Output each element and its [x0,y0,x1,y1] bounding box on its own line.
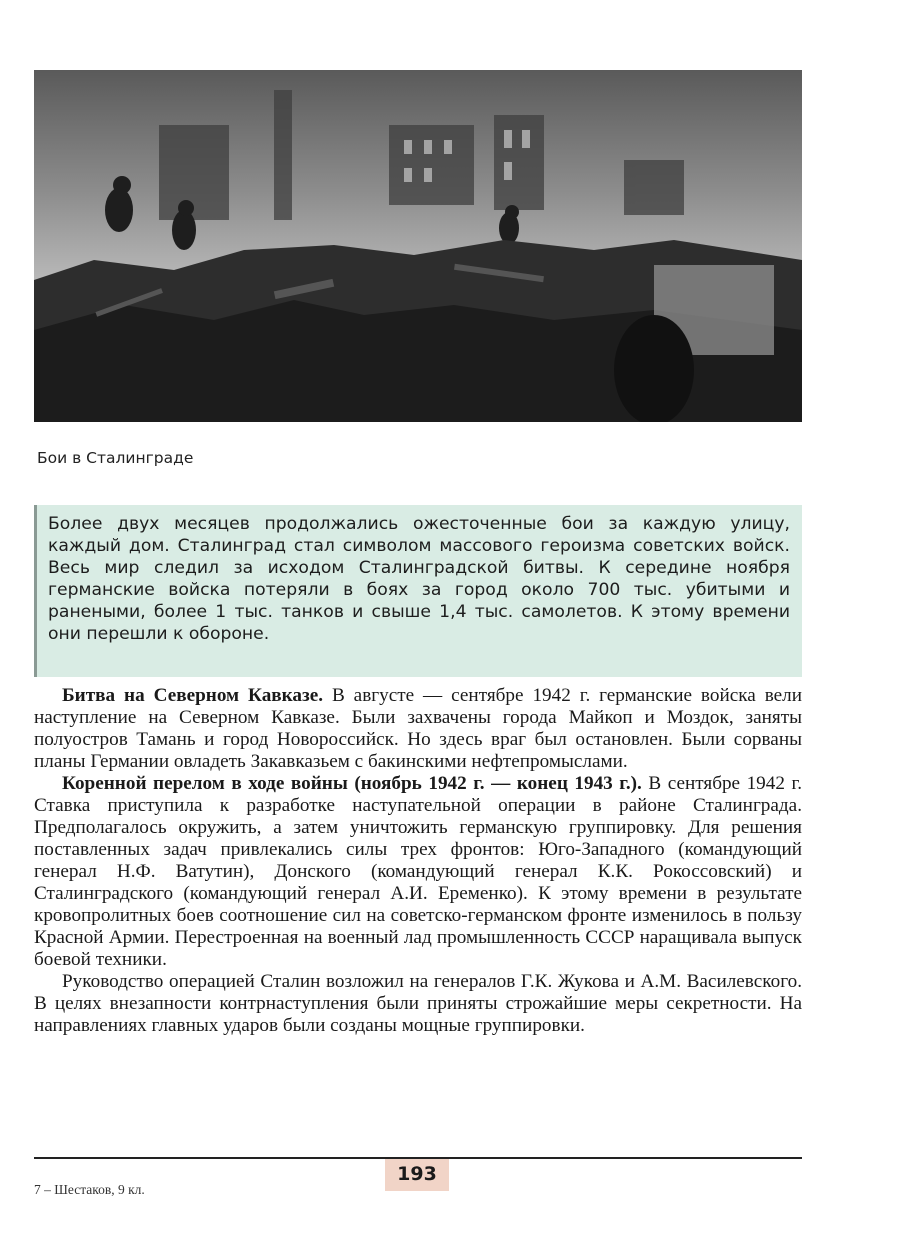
photo-icon [34,70,802,422]
paragraph-text: В сентябре 1942 г. Ставка приступила к разработке наступательной операции в районе Сталинграда. Предполагалось окружить, а затем уничтожить германскую группировку. Для решения поставленных задач привлекались силы трех фронтов: Юго-Западного (командующий генерал Н.Ф. Ватутин), Донского (командующий генерал К.К. Рокоссовский) и Сталинградского (командующий генерал А.И. Еременко). К этому времени в результате кровопролитных боев соотношение сил на советско-германском фронте изменилось в пользу Красной Армии. Перестроенная на военный лад промышленность СССР наращивала выпуск боевой техники. [34,773,802,970]
paragraph [34,773,802,971]
footnote: 7 – Шестаков, 9 кл. [34,1182,145,1197]
paragraph [34,685,802,773]
paragraph-text: Руководство операцией Сталин возложил на генералов Г.К. Жукова и А.М. Василевского. В целях внезапности контрнаступления были приняты строжайшие меры секретности. На направлениях главных ударов были созданы мощные группировки. [34,971,802,1036]
page-number: 193 [385,1159,449,1191]
paragraph [34,971,802,1037]
paragraph-text: В августе — сентябре 1942 г. германские войска вели наступление на Северном Кавказе. Были захвачены города Майкоп и Моздок, заняты полуостров Тамань и город Новороссийск. Но здесь враг был остановлен. Были сорваны планы Германии овладеть Закавказьем с бакинскими нефтепромыслами. [34,685,803,772]
stalingrad-battle-photo [34,70,802,422]
section-heading: Битва на Северном Кавказе. [62,685,324,706]
photo-caption: Бои в Сталинграде [37,449,194,467]
highlight-text: Более двух месяцев продолжались ожесточенные бои за каждую улицу, каждый дом. Сталинград стал символом массового героизма советских войск. Весь мир следил за исходом Сталинградской битвы. К середине ноября германские войска потеряли в боях за город около 700 тыс. убитыми и ранеными, более 1 тыс. танков и свыше 1,4 тыс. самолетов. К этому времени они перешли к обороне. [48,514,790,644]
section-heading: Коренной перелом в ходе войны (ноябрь 1942 г. — конец 1943 г.). [62,773,642,794]
main-text [34,685,802,1037]
highlight-box [34,505,802,677]
